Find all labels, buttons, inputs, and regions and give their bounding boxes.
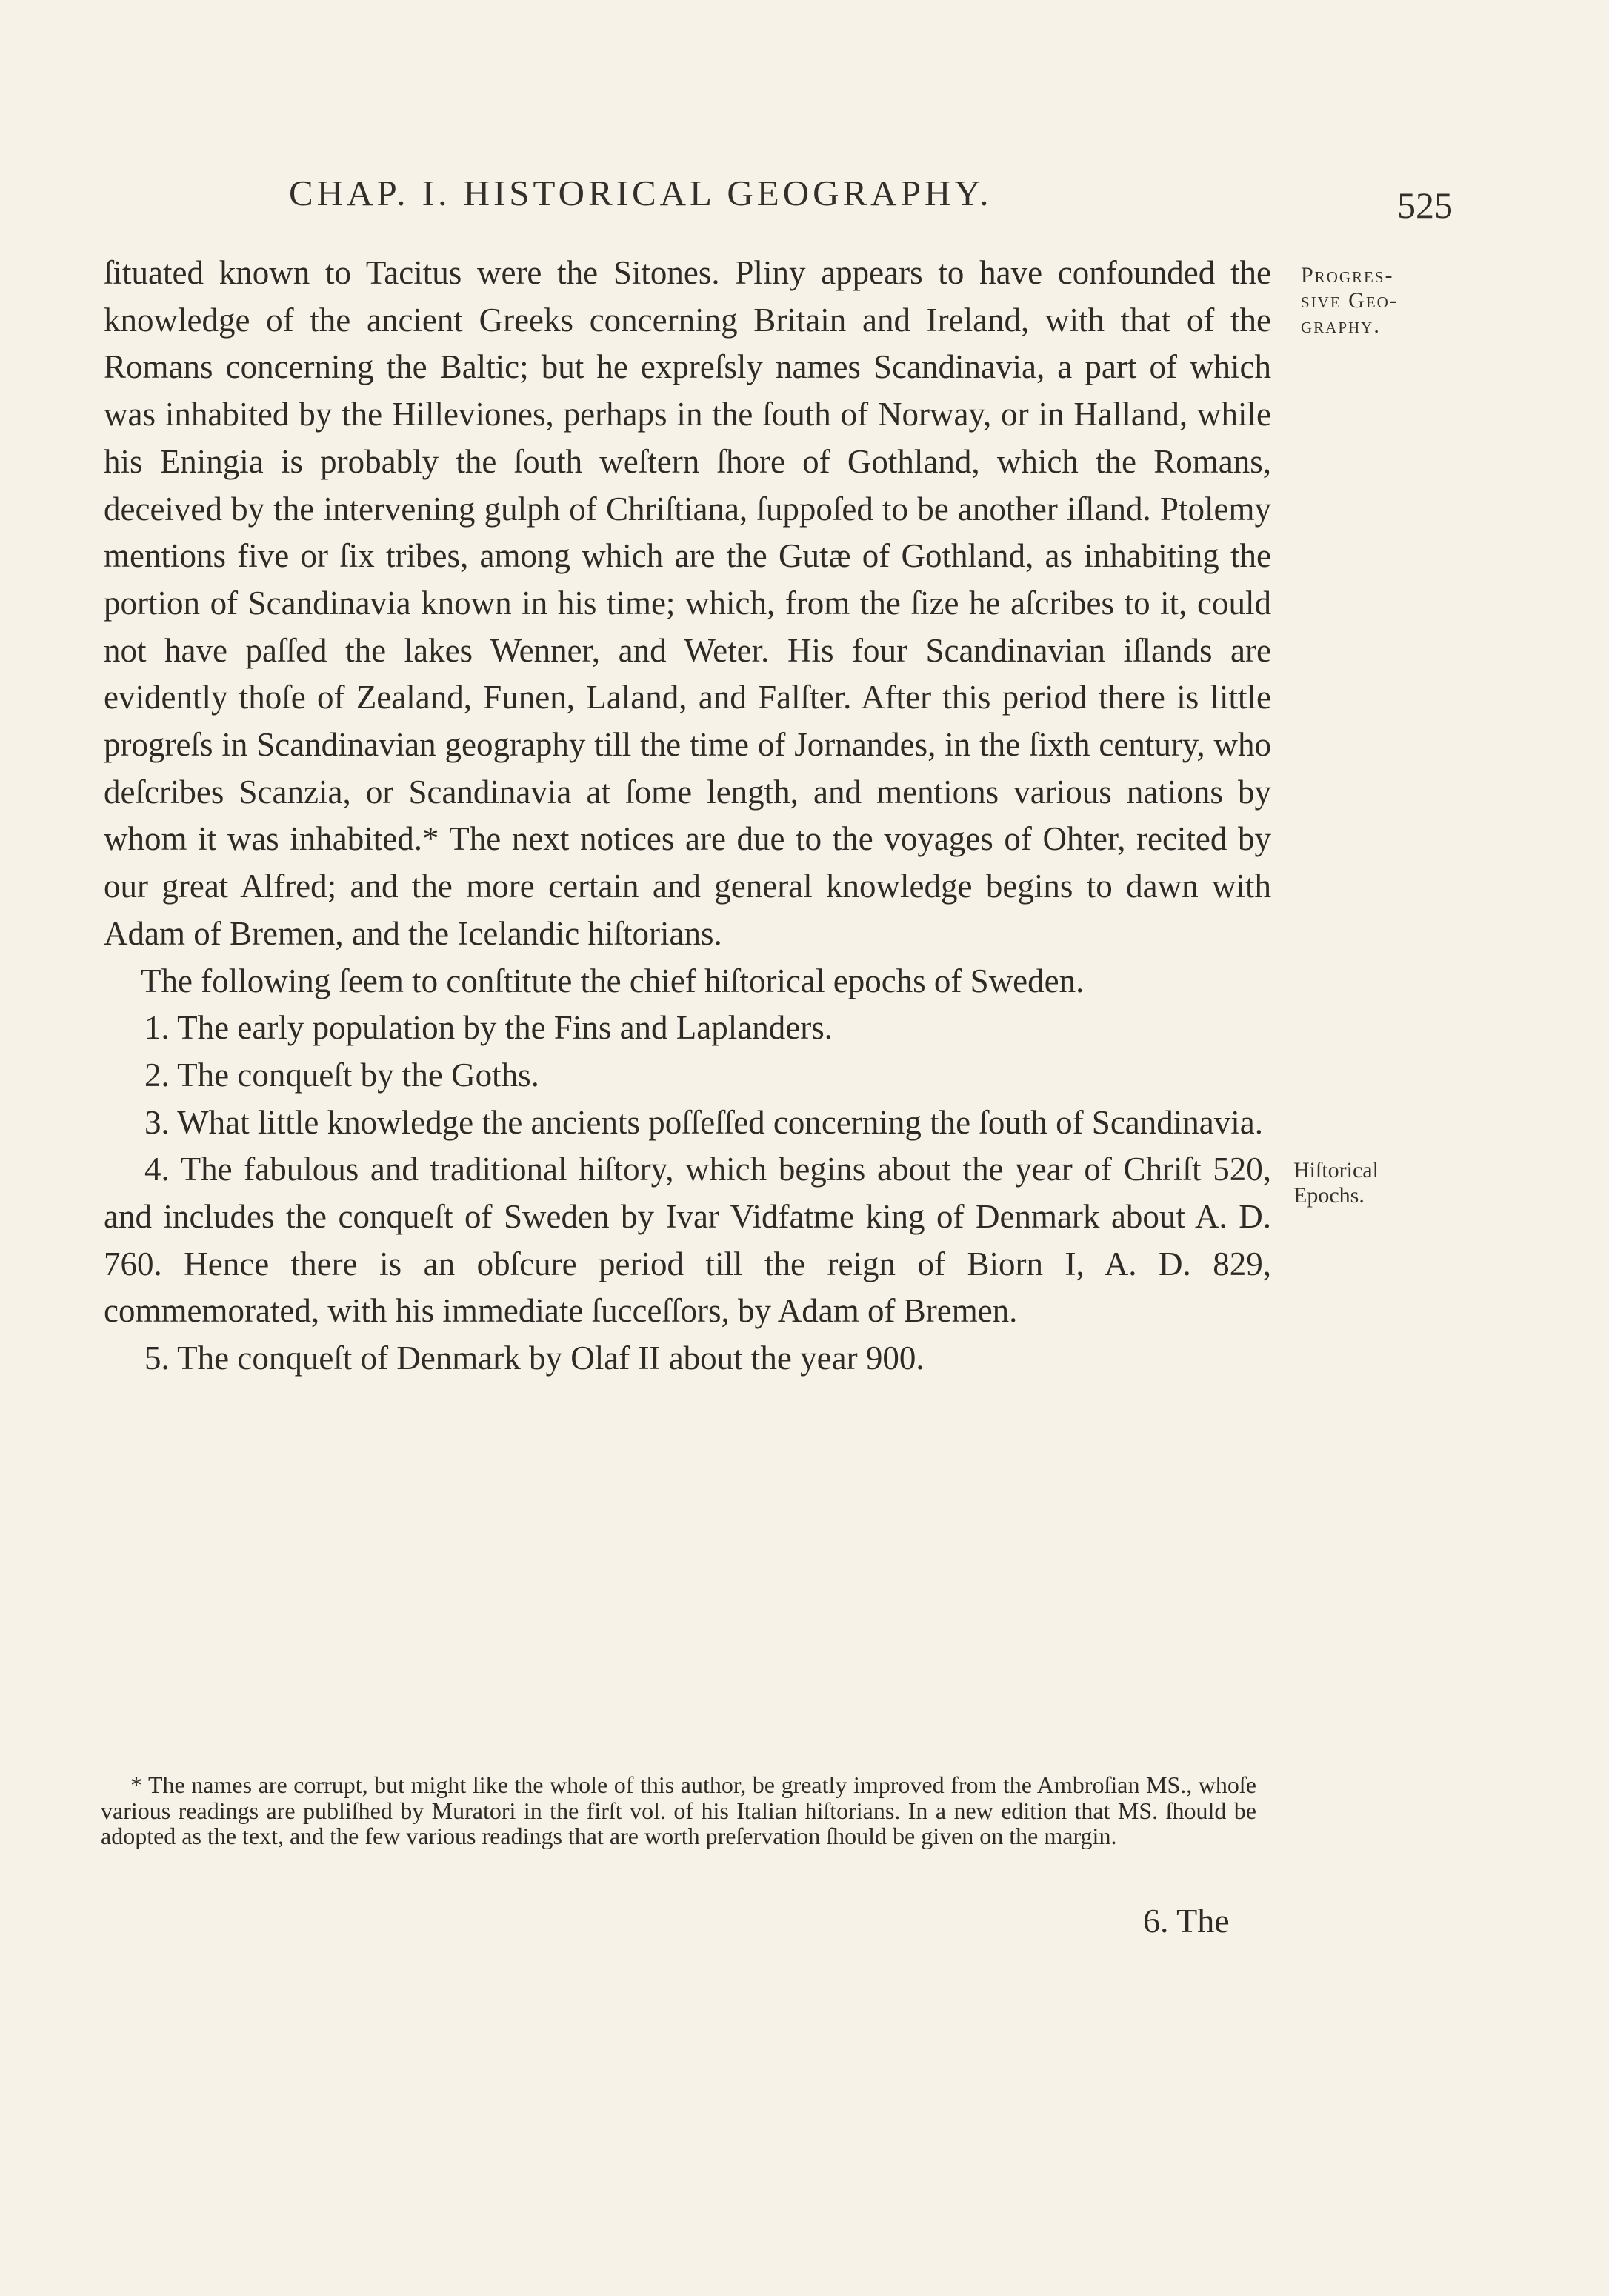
catchword: 6. The <box>1143 1902 1230 1940</box>
body-paragraph: ſituated known to Tacitus were the Sitones. Pliny appears to have confounded the knowledge of the ancient Greeks concerning Britain and Ireland, with that of the Romans concerning the Baltic; but he expreſsly names Scandinavia, a part of which was inhabited by the Hilleviones, perhaps in the ſouth of Norway, or in Halland, while his Eningia is probably the ſouth weſtern ſhore of Gothland, which the Romans, deceived by the intervening gulph of Chriſtiana, ſuppoſed to be another iſland. Ptolemy mentions five or ſix tribes, among which are the Gutæ of Gothland, as inhabiting the portion of Scandinavia known in his time; which, from the ſize he aſcribes to it, could not have paſſed the lakes Wenner, and Weter. His four Scandinavian iſlands are evidently thoſe of Zealand, Funen, Laland, and Falſter. After this period there is little progreſs in Scandinavian geography till the time of Jornandes, in the ſixth century, who deſcribes Scanzia, or Scandinavia at ſome length, and mentions various nations by whom it was inhabited.* The next notices are due to the voyages of Ohter, recited by our great Alfred; and the more certain and general knowledge begins to dawn with Adam of Bremen, and the Icelandic hiſtorians. <box>104 254 1271 952</box>
margin-note-progressive-geography <box>1301 263 1493 339</box>
body-paragraph: The following ſeem to conſtitute the chief hiſtorical epochs of Sweden. <box>141 962 1085 999</box>
margin-note-line: Progres- <box>1301 263 1394 287</box>
margin-note-line: sive Geo- <box>1301 288 1399 313</box>
margin-note-line: Epochs. <box>1293 1183 1365 1208</box>
page-number: 525 <box>1397 184 1453 226</box>
epoch-item: 5. The conqueſt of Denmark by Olaf II about the year 900. <box>144 1340 925 1377</box>
epoch-item: 1. The early population by the Fins and Laplanders. <box>144 1009 833 1047</box>
margin-note-line: Hiſtorical <box>1293 1158 1379 1182</box>
main-text <box>104 250 1271 1382</box>
footnote <box>101 1772 1256 1849</box>
running-head: CHAP. I. HISTORICAL GEOGRAPHY. <box>289 173 993 213</box>
margin-note-historical-epochs <box>1293 1158 1486 1208</box>
epoch-item: 3. What little knowledge the ancients poſſeſſed concerning the ſouth of Scandinavia. <box>144 1103 1263 1141</box>
epoch-item: 4. The fabulous and traditional hiſtory, which begins about the year of Chriſt 520, and includes the conqueſt of Sweden by Ivar Vidfatme king of Denmark about A. D. 760. Hence there is an obſcure period till the reign of Biorn I, A. D. 829, commemorated, with his immediate ſucceſſors, by Adam of Bremen. <box>104 1151 1271 1330</box>
footnote-text: * The names are corrupt, but might like the whole of this author, be greatly improved from the Ambroſian MS., whoſe various readings are publiſhed by Muratori in the firſt vol. of his Italian hiſtorians. In a new edition that MS. ſhould be adopted as the text, and the few various readings that are worth preſervation ſhould be given on the margin. <box>101 1771 1256 1849</box>
epoch-item: 2. The conqueſt by the Goths. <box>144 1056 539 1094</box>
margin-note-line: graphy. <box>1301 313 1381 338</box>
